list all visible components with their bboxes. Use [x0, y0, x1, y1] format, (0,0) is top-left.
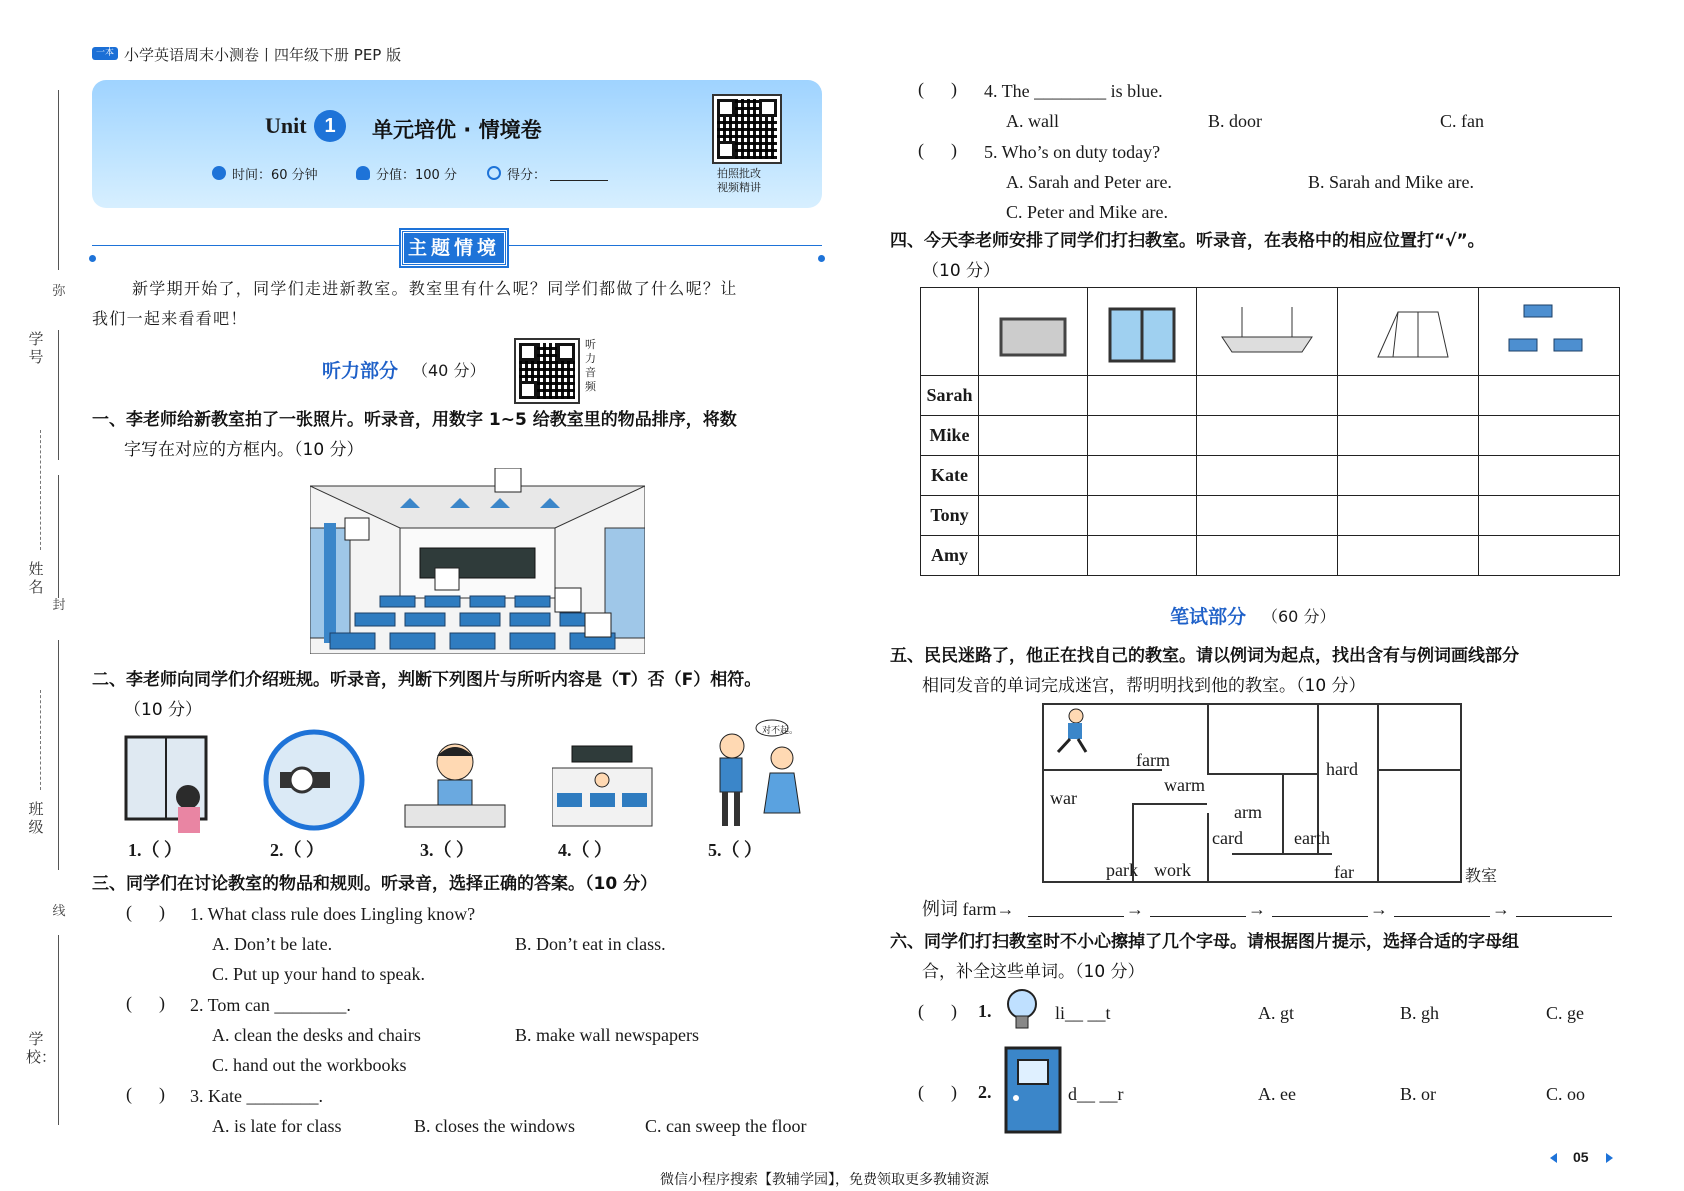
answer-paren[interactable]: ( ) — [918, 1082, 957, 1102]
maze-word-work: work — [1154, 860, 1191, 880]
page-number: 05 — [1573, 1149, 1589, 1165]
check-cell[interactable] — [1338, 456, 1479, 496]
maze-answer-blank[interactable] — [1028, 916, 1124, 917]
check-cell[interactable] — [1088, 416, 1197, 456]
cleaning-table — [920, 287, 1620, 576]
name-blank[interactable] — [40, 430, 42, 550]
option: B. closes the windows — [414, 1116, 575, 1136]
theme-title: 主题情境 — [401, 230, 507, 266]
desks-icon — [1479, 297, 1619, 367]
class-blank[interactable] — [40, 690, 42, 790]
arrow: → — [1370, 899, 1388, 919]
qr-code-icon[interactable] — [714, 96, 780, 162]
binding-hint: 弥 — [52, 284, 66, 299]
next-page-icon[interactable] — [1606, 1153, 1613, 1163]
q3-stem-3: 3. Kate ________. — [190, 1086, 323, 1106]
option: A. Sarah and Peter are. — [1006, 172, 1172, 192]
binding-hint: 线 — [52, 904, 66, 919]
row-name: Tony — [921, 496, 979, 536]
check-cell[interactable] — [1479, 456, 1620, 496]
option: C. Peter and Mike are. — [1006, 202, 1168, 222]
footer-note: 微信小程序搜索【教辅学园】，免费领取更多教辅资源 — [660, 1172, 989, 1188]
audio-qr-icon[interactable] — [516, 340, 578, 402]
binding-line — [58, 935, 59, 1125]
check-cell[interactable] — [979, 376, 1088, 416]
q2-item-1[interactable]: 1.（ ） — [128, 840, 182, 860]
qr-caption: 拍照批改 — [717, 167, 761, 180]
binding-line — [58, 640, 59, 870]
q2-item-3[interactable]: 3.（ ） — [420, 840, 474, 860]
check-cell[interactable] — [1338, 416, 1479, 456]
option: C. can sweep the floor — [645, 1116, 807, 1136]
binding-line — [58, 90, 59, 270]
option: B. make wall newspapers — [515, 1025, 699, 1045]
q1-title: 一、李老师给新教室拍了一张照片。听录音，用数字 1~5 给教室里的物品排序，将数 — [92, 410, 737, 430]
option: A. ee — [1258, 1084, 1296, 1104]
listening-points: （40 分） — [412, 361, 486, 380]
option: A. gt — [1258, 1003, 1294, 1023]
maze-answer-blank[interactable] — [1516, 916, 1612, 917]
speech-bubble: 对不起。 — [762, 726, 799, 736]
option: A. wall — [1006, 111, 1059, 131]
blackboard-icon — [979, 297, 1087, 367]
unit-label: Unit — [265, 113, 307, 138]
writing-title: 笔试部分 — [1170, 606, 1247, 628]
q6-title: 合，补全这些单词。（10 分） — [922, 962, 1145, 982]
door-icon — [1004, 1046, 1062, 1134]
answer-paren[interactable]: ( ) — [126, 1084, 165, 1104]
score-total-info: 分值：100 分 — [376, 168, 457, 183]
maze-word-war: war — [1050, 788, 1077, 808]
row-name: Kate — [921, 456, 979, 496]
running-boy-icon — [1048, 708, 1092, 756]
check-cell[interactable] — [1197, 496, 1338, 536]
q2-title: 二、李老师向同学们介绍班规。听录音，判断下列图片与所听内容是（T）否（F）相符。 — [92, 670, 762, 690]
boy-desk-picture — [400, 740, 510, 830]
q3-title: 三、同学们在讨论教室的物品和规则。听录音，选择正确的答案。（10 分） — [92, 874, 658, 894]
light-bulb-icon — [1002, 986, 1042, 1036]
answer-paren[interactable]: ( ) — [126, 902, 165, 922]
theme-intro: 我们一起来看看吧！ — [92, 309, 248, 328]
floor-icon — [1338, 297, 1478, 367]
row-name: Sarah — [921, 376, 979, 416]
binding-line — [58, 330, 59, 460]
maze-word-warm: warm — [1164, 775, 1205, 795]
score-blank[interactable] — [550, 180, 608, 181]
student-id-label: 学号 — [28, 330, 44, 366]
check-cell[interactable] — [1479, 496, 1620, 536]
blackboard-header — [979, 288, 1088, 376]
audio-label: 听力音频 — [585, 338, 596, 393]
maze-word-hard: hard — [1326, 759, 1358, 779]
check-cell[interactable] — [1088, 456, 1197, 496]
option: B. door — [1208, 111, 1262, 131]
maze-word-park: park — [1106, 860, 1138, 880]
score-got-label: 得分： — [507, 168, 547, 183]
option: C. ge — [1546, 1003, 1584, 1023]
option: C. Put up your hand to speak. — [212, 964, 425, 984]
check-cell[interactable] — [1479, 376, 1620, 416]
check-cell[interactable] — [1197, 416, 1338, 456]
option: B. gh — [1400, 1003, 1440, 1023]
answer-paren[interactable]: ( ) — [918, 1001, 957, 1021]
q2-title: （10 分） — [124, 700, 203, 720]
brand-logo: 一本 — [92, 47, 118, 60]
person-icon — [356, 166, 370, 180]
q3-stem-5: 5. Who’s on duty today? — [984, 142, 1161, 162]
maze-word-arm: arm — [1234, 802, 1262, 822]
q6-word-1: li__ __t — [1055, 1003, 1111, 1023]
option: C. fan — [1440, 111, 1484, 131]
window-header — [1088, 288, 1197, 376]
q4-title: （10 分） — [922, 261, 1001, 281]
check-cell[interactable] — [979, 536, 1088, 576]
unit-number-badge: 1 — [314, 110, 346, 142]
row-name: Mike — [921, 416, 979, 456]
clock-icon — [212, 166, 226, 180]
check-cell[interactable] — [1197, 456, 1338, 496]
check-cell[interactable] — [1338, 376, 1479, 416]
check-cell[interactable] — [1197, 536, 1338, 576]
q6-word-2: d__ __r — [1068, 1084, 1124, 1104]
maze-answer-blank[interactable] — [1394, 916, 1490, 917]
q3-stem-1: 1. What class rule does Lingling know? — [190, 904, 476, 924]
option: A. Don’t be late. — [212, 934, 333, 954]
arrow: → — [1492, 899, 1510, 919]
q6-title: 六、同学们打扫教室时不小心擦掉了几个字母。请根据图片提示，选择合适的字母组 — [890, 932, 1519, 952]
option: C. hand out the workbooks — [212, 1055, 407, 1075]
series-title: 小学英语周末小测卷丨四年级下册 PEP 版 — [124, 46, 402, 64]
answer-paren[interactable]: ( ) — [918, 79, 957, 99]
light-header — [1197, 288, 1338, 376]
check-cell[interactable] — [979, 496, 1088, 536]
q1-title: 字写在对应的方框内。（10 分） — [124, 440, 364, 460]
check-cell[interactable] — [979, 456, 1088, 496]
q2-item-5[interactable]: 5.（ ） — [708, 840, 762, 860]
option: B. or — [1400, 1084, 1436, 1104]
maze-answer-blank[interactable] — [1150, 916, 1246, 917]
binding-line — [58, 475, 59, 605]
name-label: 姓名 — [28, 560, 44, 596]
check-cell[interactable] — [1088, 376, 1197, 416]
maze-word-farm: farm — [1136, 750, 1170, 770]
row-name: Amy — [921, 536, 979, 576]
title-banner — [92, 80, 822, 208]
option: A. clean the desks and chairs — [212, 1025, 421, 1045]
q6-num-2: 2. — [978, 1082, 992, 1102]
qr-caption: 视频精讲 — [717, 181, 761, 194]
arrow: → — [1126, 899, 1144, 919]
check-cell[interactable] — [1338, 536, 1479, 576]
example-word: 例词 farm→ — [922, 899, 1015, 919]
unit-title: 单元培优 · 情境卷 — [372, 118, 542, 142]
writing-points: （60 分） — [1262, 607, 1336, 626]
floor-header — [1338, 288, 1479, 376]
q4-title: 四、今天李老师安排了同学们打扫教室。听录音，在表格中的相应位置打“√”。 — [890, 231, 1485, 251]
check-cell[interactable] — [1197, 376, 1338, 416]
check-cell[interactable] — [1479, 536, 1620, 576]
option: A. is late for class — [212, 1116, 342, 1136]
classroom-small-picture — [552, 728, 654, 828]
divider-dot — [89, 255, 96, 262]
window-icon — [1088, 297, 1196, 367]
prev-page-icon[interactable] — [1550, 1153, 1557, 1163]
q2-item-2[interactable]: 2.（ ） — [270, 840, 324, 860]
watch-picture — [262, 728, 366, 832]
check-cell[interactable] — [1088, 496, 1197, 536]
desks-header — [1479, 288, 1620, 376]
check-cell[interactable] — [979, 416, 1088, 456]
arrow: → — [1248, 899, 1266, 919]
option: C. oo — [1546, 1084, 1586, 1104]
theme-intro: 新学期开始了，同学们走进新教室。教室里有什么呢？同学们都做了什么呢？让 — [132, 279, 738, 298]
maze-classroom: 教室 — [1465, 866, 1498, 885]
school-label: 学校： — [26, 1030, 57, 1066]
classroom-illustration — [310, 468, 645, 654]
time-info: 时间：60 分钟 — [232, 168, 318, 183]
score-icon — [487, 166, 501, 180]
maze-word-card: card — [1212, 828, 1243, 848]
maze — [1042, 703, 1462, 883]
option: B. Don’t eat in class. — [515, 934, 666, 954]
check-cell[interactable] — [1479, 416, 1620, 456]
maze-word-earth: earth — [1294, 828, 1330, 848]
q2-item-4[interactable]: 4.（ ） — [558, 840, 612, 860]
window-picture — [124, 735, 208, 835]
light-icon — [1197, 297, 1337, 367]
maze-word-far: far — [1334, 862, 1354, 882]
q3-stem-4: 4. The ________ is blue. — [984, 81, 1163, 101]
q5-title: 相同发音的单词完成迷宫，帮明明找到他的教室。（10 分） — [922, 676, 1366, 696]
class-label: 班级 — [28, 800, 44, 836]
divider-dot — [818, 255, 825, 262]
listening-title: 听力部分 — [322, 360, 399, 382]
check-cell[interactable] — [1088, 536, 1197, 576]
q5-title: 五、民民迷路了，他正在找自己的教室。请以例词为起点，找出含有与例词画线部分 — [890, 646, 1519, 666]
answer-paren[interactable]: ( ) — [918, 140, 957, 160]
binding-hint: 封 — [52, 598, 66, 613]
check-cell[interactable] — [1338, 496, 1479, 536]
maze-answer-blank[interactable] — [1272, 916, 1368, 917]
q3-stem-2: 2. Tom can ________. — [190, 995, 351, 1015]
answer-paren[interactable]: ( ) — [126, 993, 165, 1013]
q6-num-1: 1. — [978, 1001, 992, 1021]
option: B. Sarah and Mike are. — [1308, 172, 1474, 192]
